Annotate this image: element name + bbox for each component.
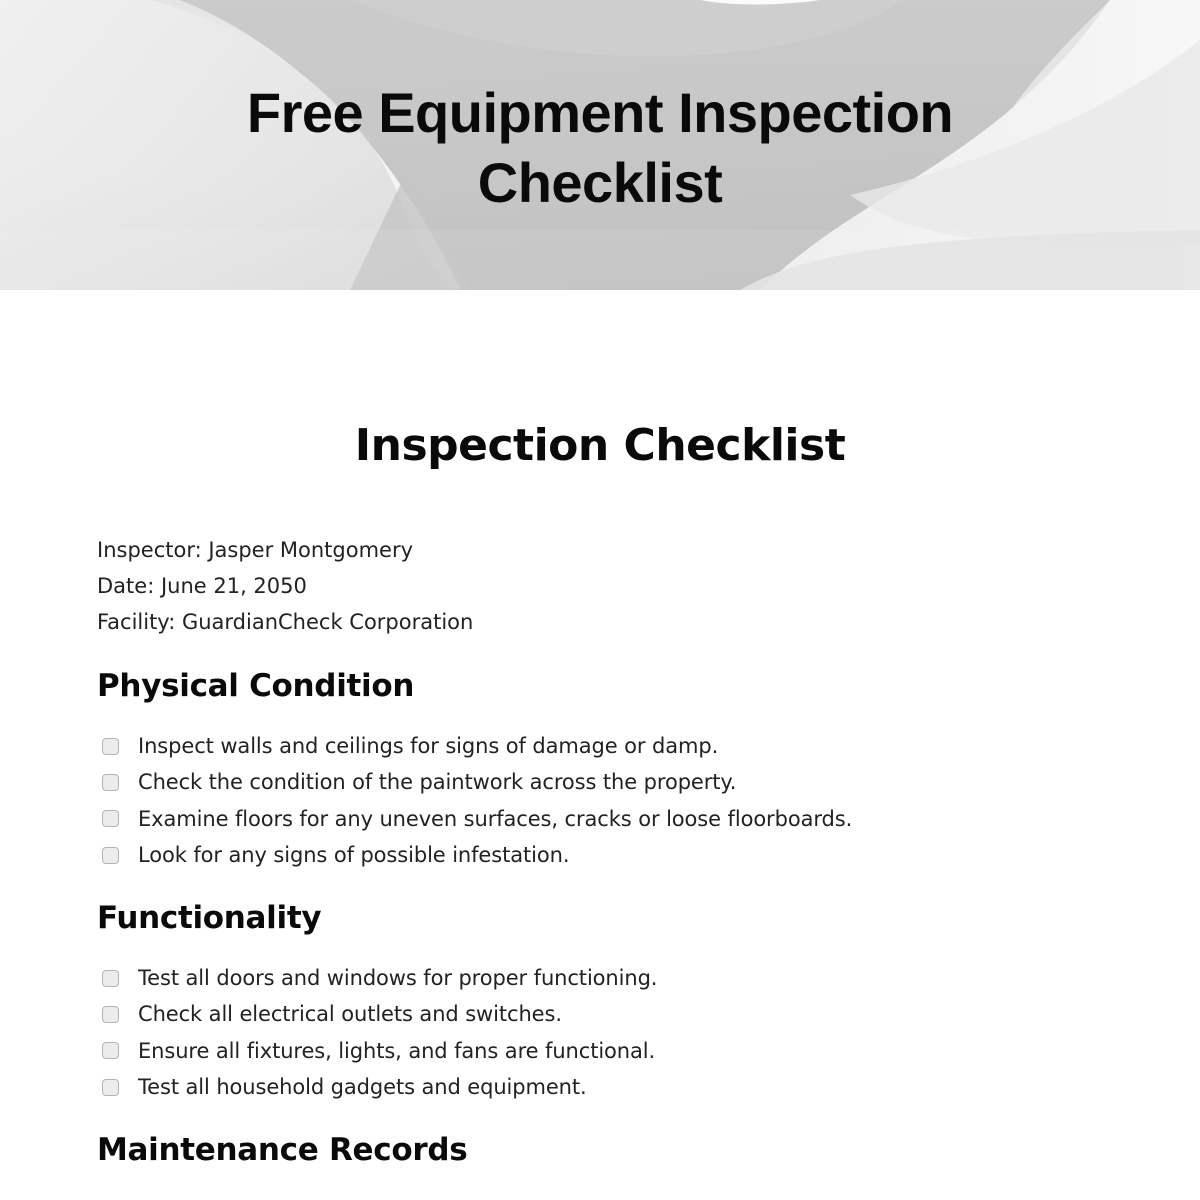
banner-title-line-1: Free Equipment Inspection xyxy=(246,81,954,144)
facility-field: Facility: GuardianCheck Corporation xyxy=(97,610,474,634)
date-field: Date: June 21, 2050 xyxy=(97,574,307,598)
checkbox-unchecked-icon[interactable] xyxy=(102,774,119,791)
checklist-item-label: Look for any signs of possible infestation. xyxy=(138,843,570,868)
checkbox-unchecked-icon[interactable] xyxy=(102,1006,119,1023)
checkbox-unchecked-icon[interactable] xyxy=(102,1042,119,1059)
inspection-meta xyxy=(97,532,473,640)
checklist-item[interactable] xyxy=(102,764,852,800)
checklist-item[interactable] xyxy=(102,960,657,996)
section-heading-maintenance-records: Maintenance Records xyxy=(97,1132,468,1168)
checkbox-unchecked-icon[interactable] xyxy=(102,738,119,755)
checklist-item-label: Check the condition of the paintwork across the property. xyxy=(138,770,737,795)
document-title: Inspection Checklist xyxy=(354,420,846,471)
banner-title xyxy=(0,78,1200,218)
checklist-item[interactable] xyxy=(102,1069,657,1105)
checklist-item-label: Examine floors for any uneven surfaces, cracks or loose floorboards. xyxy=(138,806,853,831)
checkbox-unchecked-icon[interactable] xyxy=(102,970,119,987)
checklist-item[interactable] xyxy=(102,728,852,764)
checklist-item-label: Check all electrical outlets and switches. xyxy=(138,1002,562,1027)
section-heading-physical-condition: Physical Condition xyxy=(97,668,415,704)
checklist-item-label: Test all household gadgets and equipment. xyxy=(138,1075,587,1100)
checklist-item[interactable] xyxy=(102,837,852,873)
checklist-physical-condition xyxy=(102,728,852,873)
checklist-item[interactable] xyxy=(102,801,852,837)
checklist-item-label: Inspect walls and ceilings for signs of damage or damp. xyxy=(138,734,719,759)
checkbox-unchecked-icon[interactable] xyxy=(102,847,119,864)
checklist-item-label: Ensure all fixtures, lights, and fans are functional. xyxy=(138,1038,656,1063)
section-heading-functionality: Functionality xyxy=(97,900,322,936)
checklist-item[interactable] xyxy=(102,1033,657,1069)
inspector-field: Inspector: Jasper Montgomery xyxy=(97,538,414,562)
checklist-functionality xyxy=(102,960,657,1105)
header-banner xyxy=(0,0,1200,290)
banner-title-line-2: Checklist xyxy=(477,151,723,214)
checkbox-unchecked-icon[interactable] xyxy=(102,810,119,827)
checkbox-unchecked-icon[interactable] xyxy=(102,1079,119,1096)
checklist-item-label: Test all doors and windows for proper functioning. xyxy=(138,966,658,991)
checklist-item[interactable] xyxy=(102,996,657,1032)
